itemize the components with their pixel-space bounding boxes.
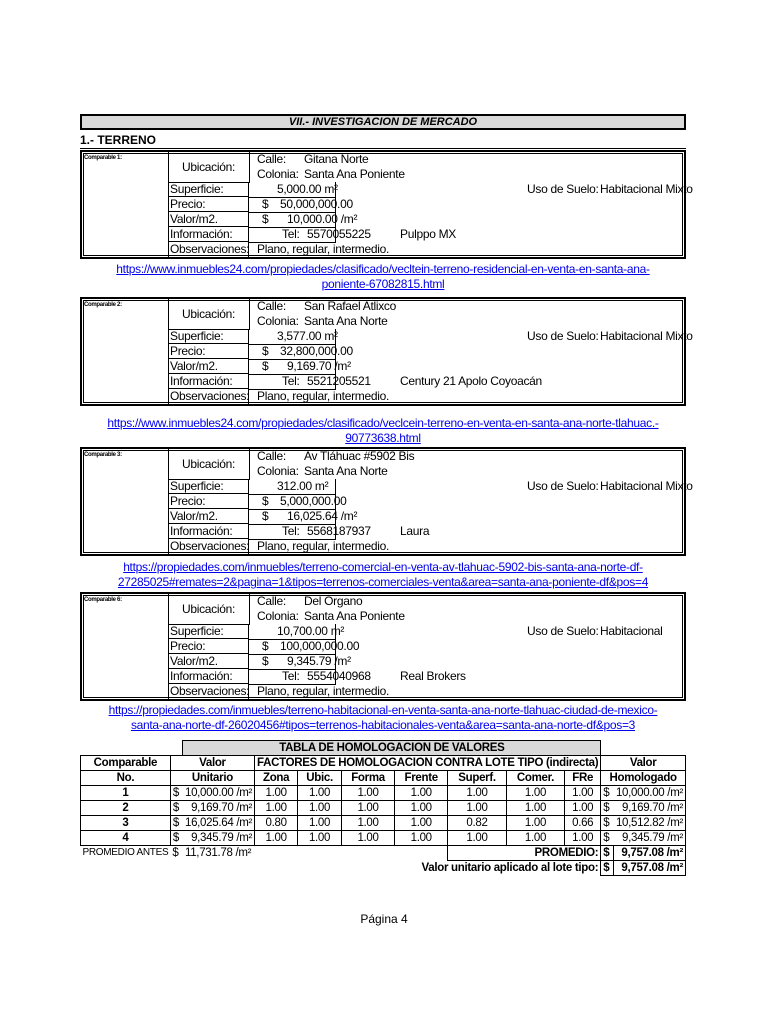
row-valor: 9,345.79 /m² bbox=[183, 831, 255, 846]
header-comparable: Comparable bbox=[81, 756, 171, 771]
comparable-block bbox=[80, 447, 693, 556]
factor-cell: 1.00 bbox=[565, 801, 601, 816]
calle-label: Calle: bbox=[257, 449, 286, 463]
subsection-title: 1.- TERRENO bbox=[80, 132, 686, 149]
factor-cell: 1.00 bbox=[298, 801, 342, 816]
comparable-name: Comparable 2: bbox=[84, 302, 122, 308]
informacion-label: Información: bbox=[168, 374, 249, 389]
factor-cell: 1.00 bbox=[448, 786, 507, 801]
header-unitario: Unitario bbox=[170, 771, 254, 786]
factor-cell: 1.00 bbox=[298, 831, 342, 846]
link-line[interactable]: poniente-67082815.html bbox=[321, 277, 445, 291]
dollar-sign: $ bbox=[262, 509, 269, 523]
informacion-label: Información: bbox=[168, 227, 249, 242]
factor-cell: 1.00 bbox=[255, 786, 298, 801]
row-homologado: 9,169.70 /m² bbox=[614, 801, 686, 816]
precio-value: 100,000,000.00 bbox=[280, 639, 360, 653]
dollar-sign: $ bbox=[601, 786, 614, 801]
dollar-sign: $ bbox=[601, 861, 614, 876]
dollar-sign: $ bbox=[262, 212, 269, 226]
factor-cell: 1.00 bbox=[395, 786, 448, 801]
agencia-value: Real Brokers bbox=[400, 669, 466, 683]
factor-cell: 1.00 bbox=[341, 786, 394, 801]
listing-link[interactable] bbox=[80, 416, 686, 446]
uso-suelo-label: Uso de Suelo: bbox=[527, 329, 599, 343]
tel-value: 5521205521 bbox=[307, 374, 371, 388]
superficie-label: Superficie: bbox=[168, 479, 249, 494]
comparable-block bbox=[80, 592, 686, 701]
link-line[interactable]: https://propiedades.com/inmuebles/terreno-habitacional-en-venta-santa-ana-norte-tlahuac-ciudad-de-mexico- bbox=[108, 703, 658, 717]
valor-m2-value: 9,345.79 /m² bbox=[287, 654, 351, 668]
dollar-sign: $ bbox=[262, 344, 269, 358]
tel-label: Tel: bbox=[282, 227, 300, 241]
comparable-block bbox=[80, 297, 693, 406]
observaciones-value: Plano, regular, intermedio. bbox=[257, 539, 389, 553]
informacion-label: Información: bbox=[168, 669, 249, 684]
uso-suelo-label: Uso de Suelo: bbox=[527, 624, 599, 638]
dollar-sign: $ bbox=[601, 816, 614, 831]
row-valor: 10,000.00 /m² bbox=[183, 786, 255, 801]
observaciones-label: Observaciones: bbox=[170, 684, 250, 698]
uso-suelo-label: Uso de Suelo: bbox=[527, 182, 599, 196]
factor-cell: 0.80 bbox=[255, 816, 298, 831]
factor-cell: 1.00 bbox=[506, 786, 564, 801]
superficie-label: Superficie: bbox=[168, 624, 249, 639]
factor-cell: 1.00 bbox=[395, 801, 448, 816]
link-line[interactable]: https://propiedades.com/inmuebles/terreno-comercial-en-venta-av-tlahuac-5902-bis-santa-ana-norte-df- bbox=[123, 560, 643, 574]
superficie-value: 3,577.00 m² bbox=[277, 329, 338, 343]
observaciones-label: Observaciones: bbox=[170, 389, 250, 403]
observaciones-value: Plano, regular, intermedio. bbox=[257, 242, 389, 256]
ubicacion-label: Ubicación: bbox=[168, 299, 250, 330]
uso-suelo-value: Habitacional Mixto bbox=[600, 182, 693, 196]
header-valor-homologado: Valor bbox=[601, 756, 686, 771]
calle-label: Calle: bbox=[257, 299, 286, 313]
homologation-table bbox=[80, 740, 686, 876]
factor-cell: 1.00 bbox=[298, 786, 342, 801]
factor-cell: 1.00 bbox=[448, 831, 507, 846]
calle-value: San Rafael Atlixco bbox=[304, 299, 396, 313]
link-line[interactable]: santa-ana-norte-df-26020456#tipos=terrenos-habitacionales-venta&area=santa-ana-norte-df&pos=3 bbox=[130, 718, 636, 732]
precio-label: Precio: bbox=[168, 344, 249, 359]
factor-cell: 1.00 bbox=[255, 801, 298, 816]
tel-value: 5570055225 bbox=[307, 227, 371, 241]
dollar-sign: $ bbox=[262, 494, 269, 508]
colonia-value: Santa Ana Norte bbox=[304, 314, 388, 328]
superficie-value: 5,000.00 m² bbox=[277, 182, 338, 196]
promedio-label: PROMEDIO: bbox=[448, 846, 601, 861]
calle-value: Gitana Norte bbox=[304, 152, 369, 166]
listing-link[interactable] bbox=[80, 703, 686, 733]
row-homologado: 9,345.79 /m² bbox=[614, 831, 686, 846]
table-row bbox=[81, 831, 686, 846]
row-valor: 9,169.70 /m² bbox=[183, 801, 255, 816]
dollar-sign: $ bbox=[170, 831, 183, 846]
dollar-sign: $ bbox=[262, 639, 269, 653]
page-footer: Página 4 bbox=[360, 912, 408, 926]
row-no: 4 bbox=[81, 831, 171, 846]
link-line[interactable]: https://www.inmuebles24.com/propiedades/clasificado/vecltein-terreno-residencial-en-venta-en-santa-ana- bbox=[116, 262, 650, 276]
precio-label: Precio: bbox=[168, 639, 249, 654]
dollar-sign: $ bbox=[170, 816, 183, 831]
valor-aplicado-value: 9,757.08 /m² bbox=[614, 861, 686, 876]
factor-cell: 0.66 bbox=[565, 816, 601, 831]
table-row bbox=[81, 801, 686, 816]
ubicacion-label: Ubicación: bbox=[168, 152, 250, 183]
precio-value: 5,000,000.00 bbox=[280, 494, 347, 508]
observaciones-value: Plano, regular, intermedio. bbox=[257, 389, 389, 403]
ubicacion-label: Ubicación: bbox=[168, 449, 250, 480]
superficie-label: Superficie: bbox=[168, 182, 249, 197]
superficie-value: 312.00 m² bbox=[277, 479, 329, 493]
dollar-sign: $ bbox=[170, 786, 183, 801]
factor-cell: 1.00 bbox=[341, 816, 394, 831]
factor-cell: 1.00 bbox=[565, 786, 601, 801]
factor-cell: 1.00 bbox=[395, 816, 448, 831]
comparable-name: Comparable 3: bbox=[84, 452, 122, 458]
tel-label: Tel: bbox=[282, 669, 300, 683]
factor-header: Zona bbox=[255, 771, 298, 786]
observaciones-value: Plano, regular, intermedio. bbox=[257, 684, 389, 698]
dollar-sign: $ bbox=[262, 359, 269, 373]
valor-m2-label: Valor/m2. bbox=[168, 359, 249, 374]
uso-suelo-value: Habitacional Mixto bbox=[600, 479, 693, 493]
uso-suelo-value: Habitacional bbox=[600, 624, 663, 638]
ubicacion-label: Ubicación: bbox=[168, 594, 250, 625]
promedio-value: 9,757.08 /m² bbox=[614, 846, 686, 861]
factor-cell: 1.00 bbox=[506, 801, 564, 816]
uso-suelo-label: Uso de Suelo: bbox=[527, 479, 599, 493]
precio-label: Precio: bbox=[168, 197, 249, 212]
tel-value: 5568187937 bbox=[307, 524, 371, 538]
agencia-value: Laura bbox=[400, 524, 430, 538]
factor-cell: 1.00 bbox=[341, 801, 394, 816]
header-homologado: Homologado bbox=[601, 771, 686, 786]
section-title: VII.- INVESTIGACION DE MERCADO bbox=[80, 114, 686, 130]
colonia-value: Santa Ana Poniente bbox=[304, 609, 405, 623]
comparable-name: Comparable 1: bbox=[84, 155, 122, 161]
factor-header: Comer. bbox=[506, 771, 564, 786]
factor-header: Frente bbox=[395, 771, 448, 786]
link-line[interactable]: 27285025#remates=2&pagina=1&tipos=terrenos-comerciales-venta&area=santa-ana-poniente-df&pos=4 bbox=[117, 575, 649, 589]
dollar-sign: $ bbox=[601, 846, 614, 861]
tel-label: Tel: bbox=[282, 524, 300, 538]
colonia-value: Santa Ana Poniente bbox=[304, 167, 405, 181]
precio-label: Precio: bbox=[168, 494, 249, 509]
factor-cell: 1.00 bbox=[341, 831, 394, 846]
valor-m2-label: Valor/m2. bbox=[168, 509, 249, 524]
calle-value: Av Tláhuac #5902 Bis bbox=[304, 449, 415, 463]
valor-m2-value: 10,000.00 /m² bbox=[287, 212, 358, 226]
factor-cell: 1.00 bbox=[565, 831, 601, 846]
calle-label: Calle: bbox=[257, 594, 286, 608]
tel-value: 5554040968 bbox=[307, 669, 371, 683]
factor-header: Superf. bbox=[448, 771, 507, 786]
valor-m2-value: 9,169.70 /m² bbox=[287, 359, 351, 373]
factor-cell: 1.00 bbox=[448, 801, 507, 816]
agencia-value: Pulppo MX bbox=[400, 227, 456, 241]
factor-header: Ubic. bbox=[298, 771, 342, 786]
precio-value: 50,000,000.00 bbox=[280, 197, 353, 211]
comparable-name: Comparable 6: bbox=[84, 597, 122, 603]
superficie-label: Superficie: bbox=[168, 329, 249, 344]
factor-cell: 1.00 bbox=[395, 831, 448, 846]
precio-value: 32,800,000.00 bbox=[280, 344, 353, 358]
table-title: TABLA DE HOMOLOGACION DE VALORES bbox=[183, 741, 601, 756]
dollar-sign: $ bbox=[601, 831, 614, 846]
factor-header: Forma bbox=[341, 771, 394, 786]
factor-header: FRe bbox=[565, 771, 601, 786]
factor-cell: 1.00 bbox=[506, 831, 564, 846]
dollar-sign: $ bbox=[601, 801, 614, 816]
valor-m2-label: Valor/m2. bbox=[168, 212, 249, 227]
row-valor: 16,025.64 /m² bbox=[183, 816, 255, 831]
row-no: 2 bbox=[81, 801, 171, 816]
valor-m2-value: 16,025.64 /m² bbox=[287, 509, 358, 523]
colonia-label: Colonia: bbox=[257, 464, 299, 478]
colonia-value: Santa Ana Norte bbox=[304, 464, 388, 478]
row-no: 3 bbox=[81, 816, 171, 831]
table-row bbox=[81, 816, 686, 831]
colonia-label: Colonia: bbox=[257, 167, 299, 181]
comparable-block bbox=[80, 150, 693, 259]
promedio-antes-label: PROMEDIO ANTES bbox=[82, 847, 169, 859]
tel-label: Tel: bbox=[282, 374, 300, 388]
dollar-sign: $ bbox=[262, 197, 269, 211]
informacion-label: Información: bbox=[168, 524, 249, 539]
agencia-value: Century 21 Apolo Coyoacán bbox=[400, 374, 542, 388]
valor-m2-label: Valor/m2. bbox=[168, 654, 249, 669]
link-line[interactable]: 90773638.html bbox=[345, 431, 421, 445]
header-factores: FACTORES DE HOMOLOGACION CONTRA LOTE TIPO (indirecta) bbox=[255, 756, 601, 771]
row-homologado: 10,512.82 /m² bbox=[614, 816, 686, 831]
dollar-sign: $ bbox=[172, 847, 179, 860]
observaciones-label: Observaciones: bbox=[170, 539, 250, 553]
row-no: 1 bbox=[81, 786, 171, 801]
listing-link[interactable] bbox=[80, 262, 686, 292]
link-line[interactable]: https://www.inmuebles24.com/propiedades/clasificado/veclcein-terreno-en-venta-en-santa-ana-norte-tlahuac.- bbox=[107, 416, 659, 430]
calle-label: Calle: bbox=[257, 152, 286, 166]
colonia-label: Colonia: bbox=[257, 314, 299, 328]
colonia-label: Colonia: bbox=[257, 609, 299, 623]
factor-cell: 1.00 bbox=[255, 831, 298, 846]
valor-aplicado-label: Valor unitario aplicado al lote tipo: bbox=[421, 862, 599, 875]
promedio-antes-value: 11,731.78 /m² bbox=[184, 847, 252, 860]
uso-suelo-value: Habitacional Mixto bbox=[600, 329, 693, 343]
listing-link[interactable] bbox=[80, 560, 686, 590]
dollar-sign: $ bbox=[262, 654, 269, 668]
table-row bbox=[81, 786, 686, 801]
header-valor: Valor bbox=[170, 756, 254, 771]
factor-cell: 1.00 bbox=[298, 816, 342, 831]
factor-cell: 1.00 bbox=[506, 816, 564, 831]
calle-value: Del Organo bbox=[304, 594, 363, 608]
superficie-value: 10,700.00 m² bbox=[277, 624, 345, 638]
factor-cell: 0.82 bbox=[448, 816, 507, 831]
observaciones-label: Observaciones: bbox=[170, 242, 250, 256]
header-no: No. bbox=[81, 771, 171, 786]
dollar-sign: $ bbox=[170, 801, 183, 816]
row-homologado: 10,000.00 /m² bbox=[614, 786, 686, 801]
